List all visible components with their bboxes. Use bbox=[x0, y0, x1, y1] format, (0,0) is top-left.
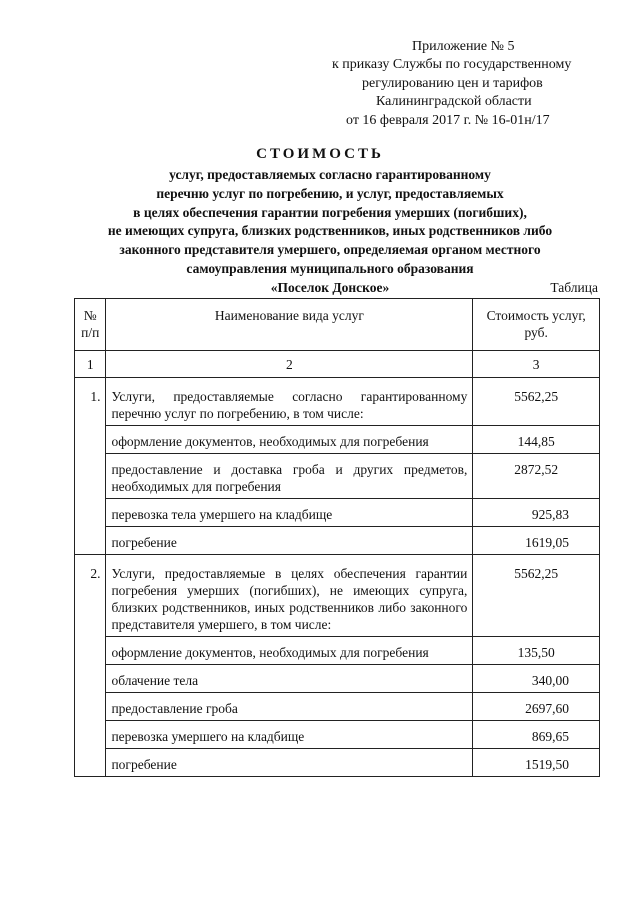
item-cost: 144,85 bbox=[473, 426, 600, 454]
empty-cell bbox=[75, 637, 106, 665]
section-title: Услуги, предоставляемые в целях обеспечения гарантии погребения умерших (погибших), не имеющих супруга, близких родственников, иных родственников либо законного представителя умершего, в том числе: bbox=[106, 555, 473, 637]
col-number: 3 bbox=[473, 351, 600, 378]
table-row bbox=[75, 527, 600, 555]
cost-table bbox=[74, 298, 600, 777]
header-cost: Стоимость услуг, руб. bbox=[473, 299, 600, 351]
subtitle-line: самоуправления муниципального образования bbox=[186, 260, 474, 276]
item-cost: 869,65 bbox=[473, 721, 600, 749]
subtitle-line: не имеющих супруга, близких родственников, иных родственников либо bbox=[107, 223, 553, 239]
header-name: Наименование вида услуг bbox=[106, 299, 473, 351]
item-name: оформление документов, необходимых для погребения bbox=[106, 637, 473, 665]
appendix-line: к приказу Службы по государственному bbox=[332, 57, 572, 73]
document-title: СТОИМОСТЬ bbox=[256, 146, 384, 162]
empty-cell bbox=[75, 527, 106, 555]
empty-cell bbox=[75, 665, 106, 693]
table-row bbox=[75, 693, 600, 721]
col-number: 1 bbox=[75, 351, 106, 378]
item-cost: 1519,50 bbox=[473, 749, 600, 777]
empty-cell bbox=[75, 693, 106, 721]
item-name: предоставление и доставка гроба и других предметов, необходимых для погребения bbox=[106, 454, 473, 499]
table-row bbox=[75, 454, 600, 499]
section-title: Услуги, предоставляемые согласно гарантированному перечню услуг по погребению, в том числе: bbox=[106, 378, 473, 426]
document-subtitle bbox=[60, 166, 600, 298]
item-name: погребение bbox=[106, 527, 473, 555]
empty-cell bbox=[75, 426, 106, 454]
item-name: облачение тела bbox=[106, 665, 473, 693]
table-row bbox=[75, 499, 600, 527]
subtitle-line: законного представителя умершего, определяемая органом местного bbox=[119, 242, 541, 258]
table-row bbox=[75, 637, 600, 665]
item-cost: 340,00 bbox=[473, 665, 600, 693]
item-cost: 925,83 bbox=[473, 499, 600, 527]
empty-cell bbox=[75, 721, 106, 749]
item-name: оформление документов, необходимых для погребения bbox=[106, 426, 473, 454]
subtitle-line: в целях обеспечения гарантии погребения умерших (погибших), bbox=[133, 204, 527, 220]
section-number: 1. bbox=[75, 378, 106, 426]
table-row bbox=[75, 555, 600, 637]
table-row bbox=[75, 665, 600, 693]
appendix-line: регулированию цен и тарифов bbox=[362, 75, 543, 91]
item-cost: 2697,60 bbox=[473, 693, 600, 721]
table-label: Таблица bbox=[550, 280, 598, 295]
header-num: № п/п bbox=[75, 299, 106, 351]
item-name: погребение bbox=[106, 749, 473, 777]
item-name: предоставление гроба bbox=[106, 693, 473, 721]
table-header-row bbox=[75, 299, 600, 351]
table-row bbox=[75, 426, 600, 454]
subtitle-line: перечню услуг по погребению, и услуг, предоставляемых bbox=[156, 185, 504, 201]
section-total: 5562,25 bbox=[473, 378, 600, 426]
table-row bbox=[75, 721, 600, 749]
subtitle-line: «Поселок Донское» bbox=[270, 279, 390, 295]
empty-cell bbox=[75, 749, 106, 777]
section-total: 5562,25 bbox=[473, 555, 600, 637]
column-number-row bbox=[75, 351, 600, 378]
empty-cell bbox=[75, 454, 106, 499]
item-name: перевозка умершего на кладбище bbox=[106, 721, 473, 749]
item-cost: 1619,05 bbox=[473, 527, 600, 555]
item-cost: 2872,52 bbox=[473, 454, 600, 499]
appendix-line: от 16 февраля 2017 г. № 16-01н/17 bbox=[346, 112, 550, 128]
section-number: 2. bbox=[75, 555, 106, 637]
table-row bbox=[75, 749, 600, 777]
item-name: перевозка тела умершего на кладбище bbox=[106, 499, 473, 527]
table-row bbox=[75, 378, 600, 426]
appendix-header bbox=[300, 38, 600, 130]
item-cost: 135,50 bbox=[473, 637, 600, 665]
appendix-line: Калининградской области bbox=[376, 94, 532, 110]
empty-cell bbox=[75, 499, 106, 527]
col-number: 2 bbox=[106, 351, 473, 378]
appendix-line: Приложение № 5 bbox=[412, 39, 515, 54]
subtitle-line: услуг, предоставляемых согласно гарантированному bbox=[169, 167, 491, 182]
